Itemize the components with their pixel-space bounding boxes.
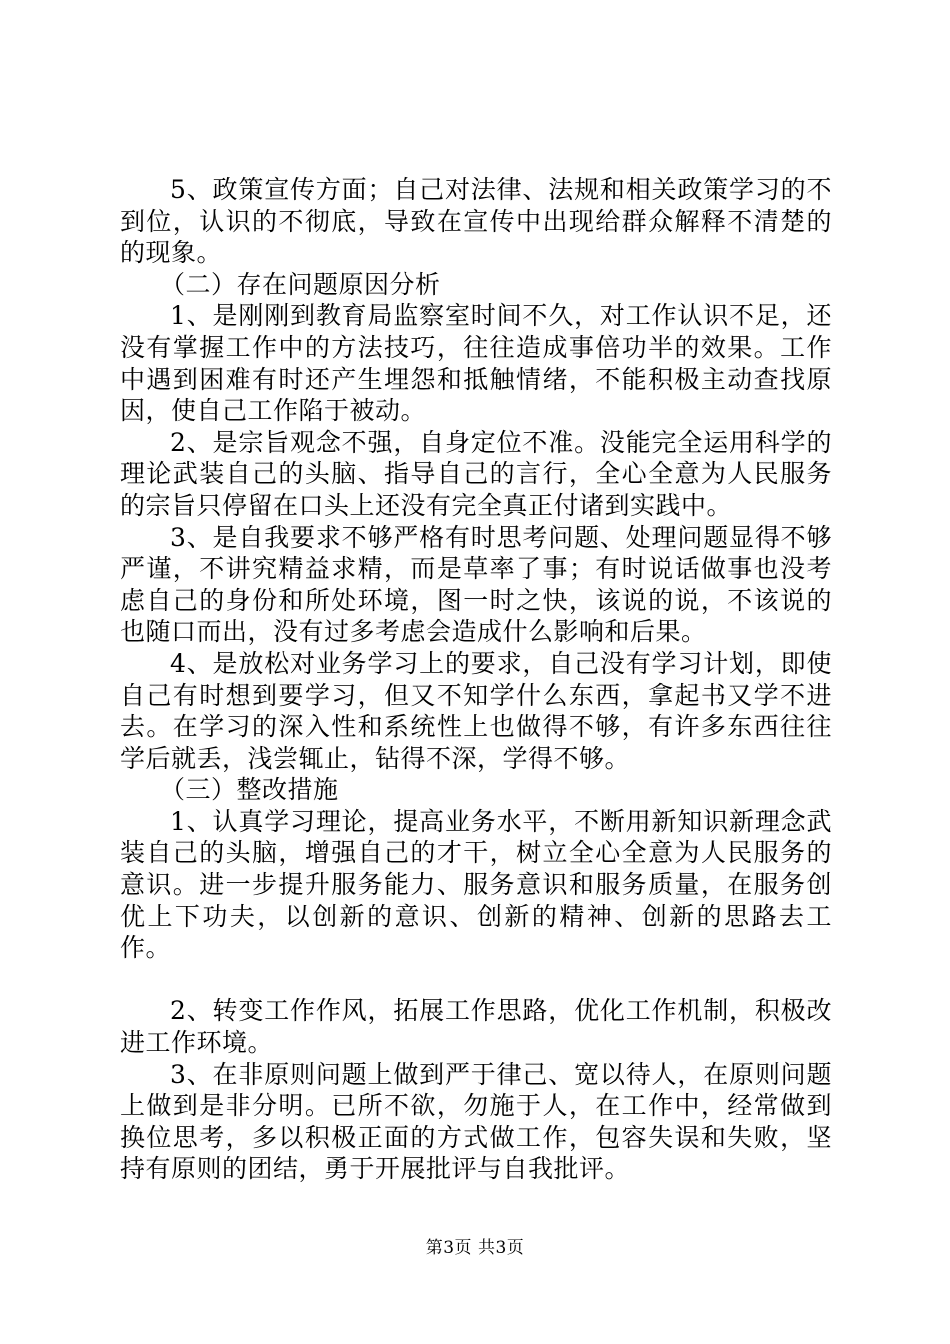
paragraph-cause-4: 4、是放松对业务学习上的要求，自己没有学习计划，即使自己有时想到要学习，但又不知学什么东西，拿起书又学不进去。在学习的深入性和系统性上也做得不够，有许多东西往往学后就丢，浅尝辄止，钻得不深，学得不够。 — [120, 648, 832, 773]
paragraph-cause-2: 2、是宗旨观念不强，自身定位不准。没能完全运用科学的理论武装自己的头脑、指导自己的言行，全心全意为人民服务的宗旨只停留在口头上还没有完全真正付诸到实践中。 — [120, 427, 832, 520]
page-number-footer: 第3页 共3页 — [425, 1238, 525, 1258]
paragraph-cause-1: 1、是刚刚到教育局监察室时间不久，对工作认识不足，还没有掌握工作中的方法技巧，往往造成事倍功半的效果。工作中遇到困难有时还产生埋怨和抵触情绪，不能积极主动查找原因，使自己工作陷于被动。 — [120, 301, 832, 426]
paragraph-policy-publicity: 5、政策宣传方面；自己对法律、法规和相关政策学习的不到位，认识的不彻底，导致在宣传中出现给群众解释不清楚的的现象。 — [120, 175, 832, 268]
document-body — [120, 174, 832, 1185]
section-heading-cause-analysis: （二）存在问题原因分析 — [160, 269, 441, 299]
paragraph-measure-1: 1、认真学习理论，提高业务水平，不断用新知识新理念武装自己的头脑，增强自己的才干，树立全心全意为人民服务的意识。进一步提升服务能力、服务意识和服务质量，在服务创优上下功夫，以创新的意识、创新的精神、创新的思路去工作。 — [120, 806, 832, 963]
paragraph-cause-3: 3、是自我要求不够严格有时思考问题、处理问题显得不够严谨，不讲究精益求精，而是草率了事；有时说话做事也没考虑自己的身份和所处环境，图一时之快，该说的说，不该说的也随口而出，没有过多考虑会造成什么影响和后果。 — [120, 522, 832, 647]
paragraph-measure-2: 2、转变工作作风，拓展工作思路，优化工作机制，积极改进工作环境。 — [120, 996, 832, 1058]
paragraph-measure-3: 3、在非原则问题上做到严于律己、宽以待人，在原则问题上做到是非分明。已所不欲，勿施于人，在工作中，经常做到换位思考，多以积极正面的方式做工作，包容失误和失败，坚持有原则的团结，勇于开展批评与自我批评。 — [120, 1059, 832, 1184]
blank-line — [120, 964, 832, 996]
section-heading-rectification: （三）整改措施 — [160, 775, 339, 805]
